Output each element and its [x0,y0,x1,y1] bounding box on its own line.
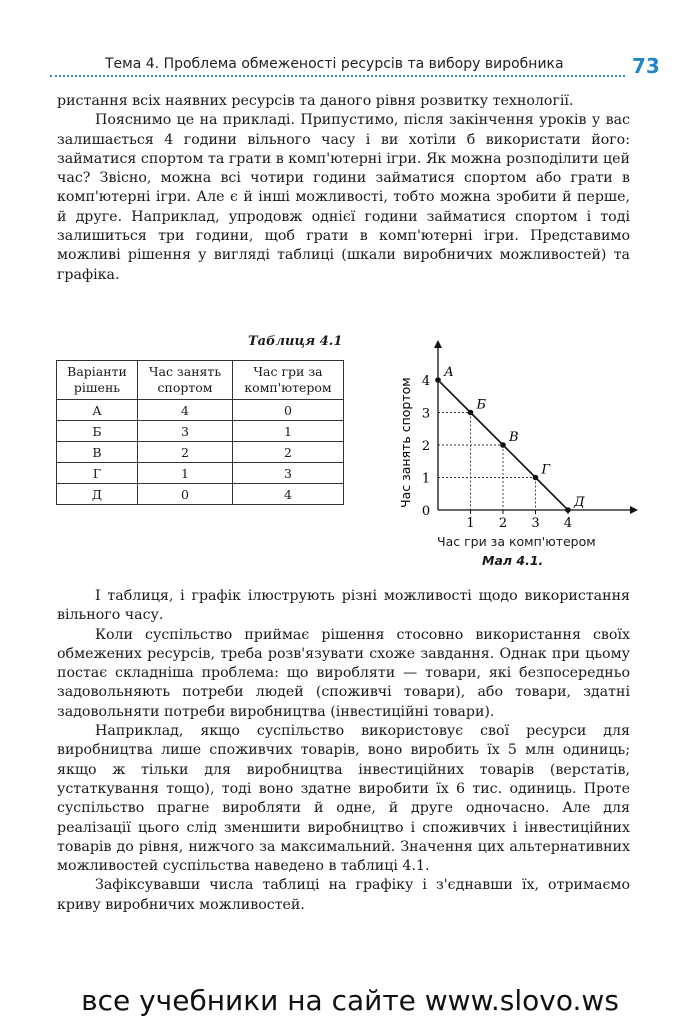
table-caption: Таблиця 4.1 [248,334,343,349]
point-label: Б [476,397,487,413]
paragraph: Наприклад, якщо суспільство використовує свої ресурси для виробництва лише споживчих товарів, воно виробить їх 5 млн одиниць; якщо ж тільки для виробництва інвестиційних товарів (верстатів, устаткування тощо), тоді воно здатне виробити їх 6 тис. одиниць. Проте суспільство прагне виробляти й одне, й друге одночасно. Але для реалізації цього слід зменшити виробництво і споживчих і інвестиційних товарів до рівня, нижчого за максимальний. Значення цих альтернативних можливостей суспільства наведено в таблиці 4.1. [57,723,630,875]
table-cell: 4 [233,484,344,505]
x-tick-label: 3 [531,516,540,531]
data-point [435,377,441,383]
x-tick-label: 1 [466,516,475,531]
table-cell: Б [57,421,138,442]
y-tick-label: 0 [421,504,431,519]
point-label: Г [541,462,551,478]
table-cell: Д [57,484,138,505]
table-header-row [57,361,344,400]
table-row [57,463,344,484]
chart-canvas [392,336,642,536]
table-cell: 3 [138,421,233,442]
table-cell: 2 [138,442,233,463]
y-tick-label: 2 [421,439,431,454]
body-text-bottom [57,587,630,915]
table-cell: В [57,442,138,463]
page-header [50,52,660,82]
x-axis-arrow [630,506,638,514]
table-row [57,484,344,505]
ppf-chart [392,336,642,576]
table-row [57,421,344,442]
column-header: Час занять спортом [138,361,233,400]
table-row [57,400,344,421]
y-tick-label: 4 [421,374,431,389]
options-table [56,360,344,505]
page-number: 73 [632,54,660,78]
data-point [468,410,474,416]
column-header: Варіанти рішень [57,361,138,400]
table-cell: 0 [138,484,233,505]
point-label: А [444,365,454,380]
column-header: Час гри за комп'ютером [233,361,344,400]
header-dotted-rule [50,75,625,77]
table-cell: 3 [233,463,344,484]
data-point [500,442,506,448]
paragraph: ристання всіх наявних ресурсів та даного рівня розвитку технології. [57,93,574,109]
point-label: Д [574,495,585,510]
point-label: В [509,430,519,445]
chart-x-axis-label: Час гри за комп'ютером [437,534,596,549]
table-cell: 1 [138,463,233,484]
data-point [565,507,571,513]
table-cell: Г [57,463,138,484]
x-tick-label: 4 [563,516,573,531]
table-cell: А [57,400,138,421]
paragraph: І таблиця, і графік ілюструють різні можливості щодо використання вільного часу. [57,588,630,624]
chapter-title: Тема 4. Проблема обмеженості ресурсів та вибору виробника [105,56,564,72]
table-row [57,442,344,463]
table-cell: 0 [233,400,344,421]
paragraph: Зафіксувавши числа таблиці на графіку і з'єднавши їх, отримаємо криву виробничих можливостей. [57,877,630,913]
site-watermark-footer: все учебники на сайте www.slovo.ws [81,984,619,1017]
paragraph: Пояснимо це на прикладі. Припустимо, після закінчення уроків у вас залишається 4 години вільного часу і ви хотіли б використати його: займатися спортом та грати в комп'ютерні ігри. Як можна розподілити цей час? Звісно, можна всі чотири години займатися спортом або грати в комп'ютерні ігри. Але є й інші можливості, тобто можна зробити й перше, й друге. Наприклад, упродовж однієї години займатися спортом і тоді залишиться три години, щоб грати в комп'ютерні ігри. Представимо можливі рішення у вигляді таблиці (шкали виробничих можливостей) та графіка. [57,112,630,283]
data-point [533,475,539,481]
x-tick-label: 2 [498,516,508,531]
chart-caption: Мал 4.1. [482,553,544,568]
table-cell: 2 [233,442,344,463]
chart-y-axis-label: Час занять спортом [398,377,413,508]
y-tick-label: 1 [421,471,431,487]
table-cell: 1 [233,421,344,442]
y-tick-label: 3 [421,406,431,422]
table-cell: 4 [138,400,233,421]
y-axis-arrow [434,340,442,348]
paragraph: Коли суспільство приймає рішення стосовно використання своїх обмежених ресурсів, треба розв'язувати схоже завдання. Однак при цьому постає складніша проблема: що виробляти — товари, які безпосередньо задовольняють потреби людей (споживчі товари), або товари, здатні задовольняти потреби виробництва (інвестиційні товари). [57,626,630,720]
body-text-top [57,92,630,285]
